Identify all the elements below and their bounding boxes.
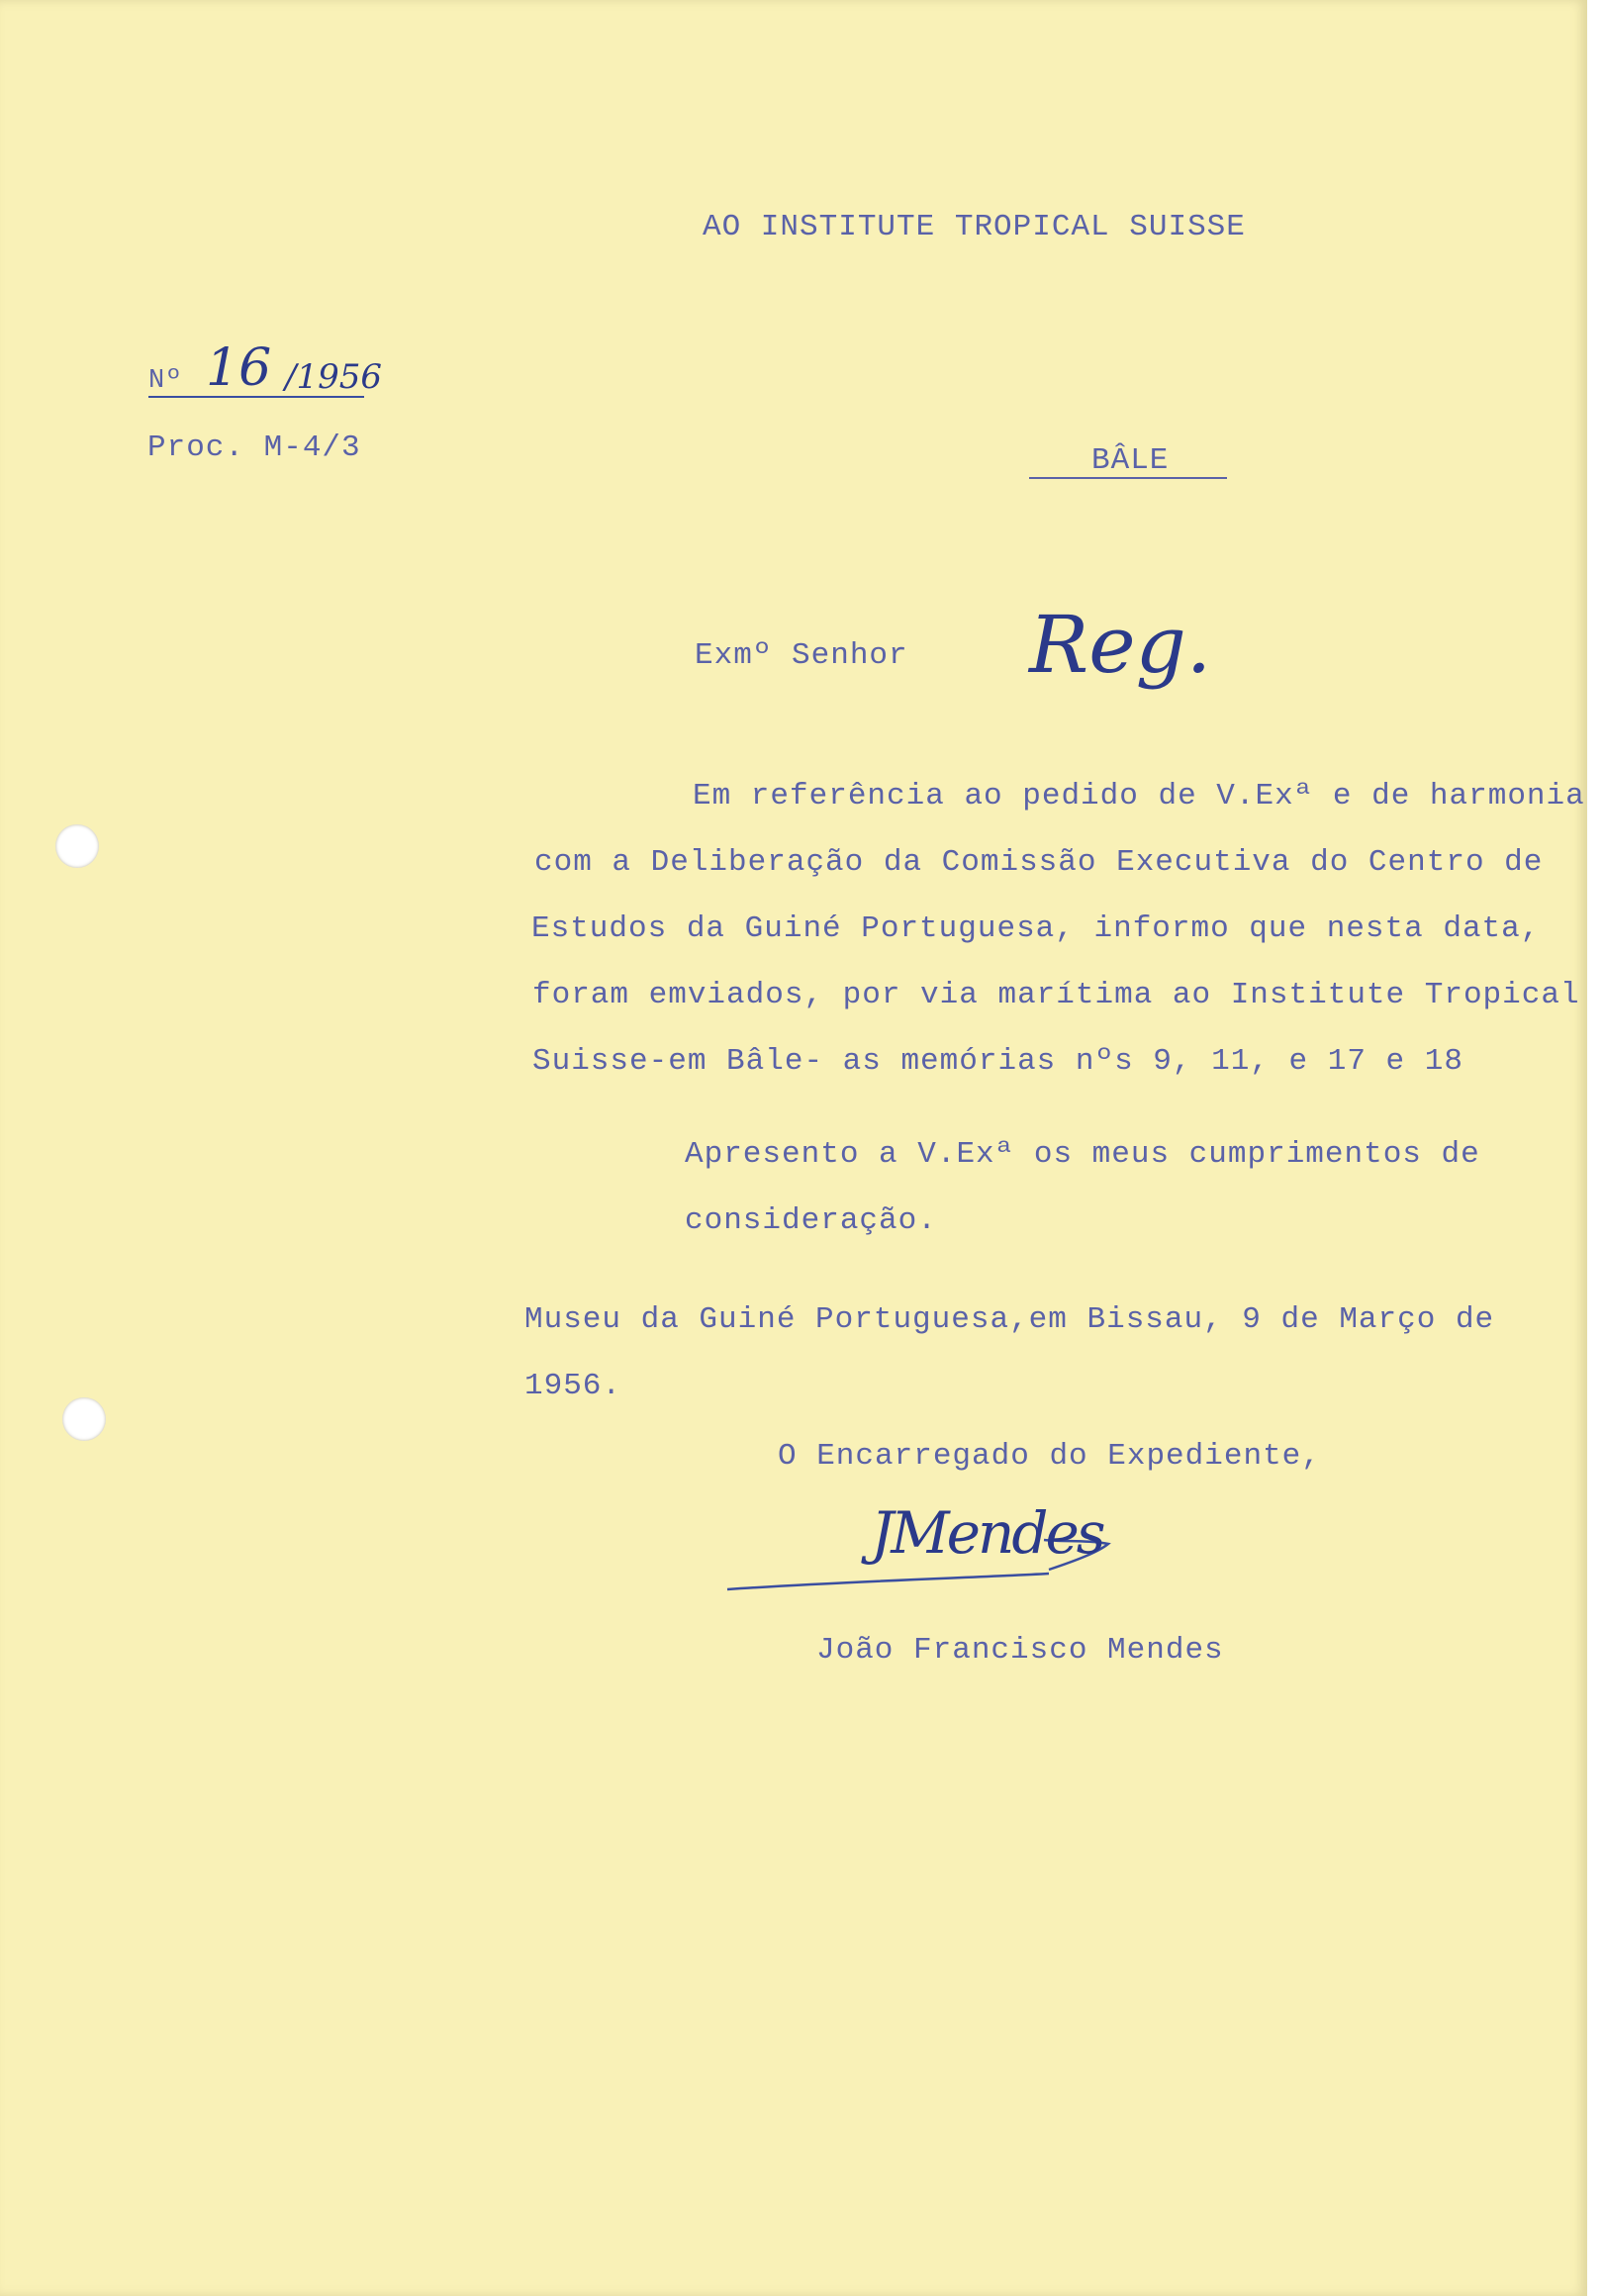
body-line-2: com a Deliberação da Comissão Executiva do Centro de — [534, 845, 1544, 880]
body-line-1: Em referência ao pedido de V.Exª e de harmonia — [693, 779, 1585, 813]
body-line-3: Estudos da Guiné Portuguesa, informo que nesta data, — [531, 911, 1541, 946]
punch-hole-bottom — [62, 1397, 106, 1441]
signatory-name: João Francisco Mendes — [816, 1633, 1224, 1668]
place-date-line-1: Museu da Guiné Portuguesa,em Bissau, 9 de Março de — [524, 1302, 1495, 1337]
closing-line-1: Apresento a V.Exª os meus cumprimentos de — [685, 1137, 1480, 1172]
signature-handwritten: JMendes — [871, 1499, 1103, 1567]
addressee: AO INSTITUTE TROPICAL SUISSE — [703, 210, 1246, 244]
body-line-4: foram emviados, por via marítima ao Institute Tropical — [532, 978, 1580, 1012]
place-date-line-2: 1956. — [524, 1369, 622, 1403]
salutation: Exmº Senhor — [695, 638, 908, 673]
closing-line-2: consideração. — [685, 1203, 937, 1238]
city: BÂLE — [1091, 443, 1170, 478]
signatory-title: O Encarregado do Expediente, — [778, 1439, 1321, 1474]
reference-prefix: Nº — [148, 366, 183, 396]
body-line-5: Suisse-em Bâle- as memórias nºs 9, 11, e 17 e 18 — [532, 1044, 1463, 1079]
reference-number-handwritten: 16 — [206, 338, 272, 398]
reference-underline — [148, 396, 364, 398]
process-number: Proc. M-4/3 — [147, 430, 361, 465]
reference-year-handwritten: /1956 — [285, 357, 382, 397]
city-underline — [1029, 477, 1227, 479]
punch-hole-top — [55, 824, 99, 868]
reference-number — [148, 327, 382, 398]
margin-note-handwritten: Reg. — [1029, 599, 1212, 691]
scan-edge — [1587, 0, 1604, 2296]
